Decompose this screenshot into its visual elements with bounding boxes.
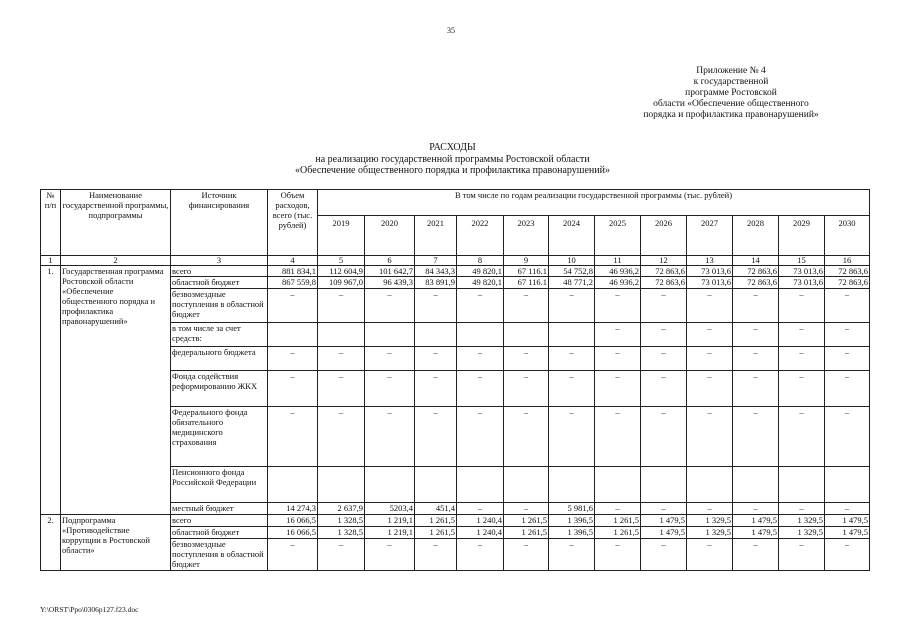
- year-amount: –: [687, 289, 733, 323]
- column-number: 4: [268, 256, 318, 266]
- year-amount: 73 013,6: [687, 266, 733, 277]
- year-amount: [318, 467, 365, 503]
- total-amount: –: [268, 407, 318, 467]
- appendix-line: программе Ростовской: [685, 88, 777, 98]
- funding-source: Пенсионного фонда Российской Федерации: [171, 467, 268, 503]
- year-amount: –: [641, 539, 687, 571]
- year-amount: 1 261,5: [504, 515, 549, 527]
- header-year: 2027: [687, 216, 733, 256]
- total-amount: 16 066,5: [268, 527, 318, 539]
- year-amount: –: [825, 539, 870, 571]
- year-amount: [365, 323, 415, 347]
- funding-source: Федерального фонда обязательного медицинского страхования: [171, 407, 268, 467]
- header-source: Источник финансирования: [171, 190, 268, 256]
- year-amount: –: [641, 323, 687, 347]
- year-amount: –: [457, 503, 504, 515]
- column-number: 7: [415, 256, 457, 266]
- year-amount: –: [779, 539, 825, 571]
- year-amount: –: [733, 371, 779, 407]
- year-amount: 1 328,5: [318, 527, 365, 539]
- appendix-line: к государственной: [693, 77, 769, 87]
- year-amount: 1 396,5: [549, 515, 595, 527]
- year-amount: [641, 467, 687, 503]
- year-amount: 46 936,2: [595, 266, 641, 277]
- year-amount: –: [457, 347, 504, 371]
- year-amount: –: [733, 347, 779, 371]
- year-amount: 1 261,5: [595, 515, 641, 527]
- year-amount: –: [504, 407, 549, 467]
- year-amount: 1 328,5: [318, 515, 365, 527]
- year-amount: 1 329,5: [779, 515, 825, 527]
- year-amount: –: [318, 539, 365, 571]
- funding-source: областной бюджет: [171, 277, 268, 289]
- header-year: 2025: [595, 216, 641, 256]
- year-amount: 109 967,0: [318, 277, 365, 289]
- header-year: 2023: [504, 216, 549, 256]
- year-amount: 1 329,5: [779, 527, 825, 539]
- year-amount: –: [779, 503, 825, 515]
- year-amount: [825, 467, 870, 503]
- column-number: 3: [171, 256, 268, 266]
- header-total: Объем расходов, всего (тыс. рублей): [268, 190, 318, 256]
- year-amount: [549, 467, 595, 503]
- funding-source: в том числе за счет средств:: [171, 323, 268, 347]
- year-amount: 1 479,5: [641, 515, 687, 527]
- funding-source: федерального бюджета: [171, 347, 268, 371]
- year-amount: –: [825, 407, 870, 467]
- year-amount: –: [504, 289, 549, 323]
- header-year: 2028: [733, 216, 779, 256]
- funding-source: местный бюджет: [171, 503, 268, 515]
- page-number: 35: [447, 26, 455, 35]
- header-year: 2026: [641, 216, 687, 256]
- column-number: 10: [549, 256, 595, 266]
- year-amount: –: [549, 539, 595, 571]
- title-heading: РАСХОДЫ: [429, 142, 476, 153]
- year-amount: –: [415, 289, 457, 323]
- year-amount: –: [365, 347, 415, 371]
- year-amount: –: [549, 371, 595, 407]
- year-amount: 48 771,2: [549, 277, 595, 289]
- header-name: Наименование государственной программы, подпрограммы: [61, 190, 171, 256]
- header-num: № п/п: [41, 190, 61, 256]
- year-amount: 1 479,5: [641, 527, 687, 539]
- year-amount: [365, 467, 415, 503]
- year-amount: –: [415, 539, 457, 571]
- year-amount: 83 891,9: [415, 277, 457, 289]
- header-year: 2029: [779, 216, 825, 256]
- row-number: 1.: [41, 266, 61, 515]
- year-amount: –: [365, 539, 415, 571]
- year-amount: 73 013,6: [687, 277, 733, 289]
- year-amount: [504, 323, 549, 347]
- total-amount: –: [268, 539, 318, 571]
- year-amount: –: [318, 407, 365, 467]
- year-amount: –: [595, 347, 641, 371]
- year-amount: –: [595, 503, 641, 515]
- year-amount: –: [504, 371, 549, 407]
- table-row: [41, 266, 870, 277]
- year-amount: –: [733, 539, 779, 571]
- funding-source: Фонда содействия реформированию ЖКХ: [171, 371, 268, 407]
- column-number: 5: [318, 256, 365, 266]
- header-year: 2030: [825, 216, 870, 256]
- year-amount: 1 479,5: [825, 527, 870, 539]
- year-amount: –: [365, 289, 415, 323]
- year-amount: 101 642,7: [365, 266, 415, 277]
- year-amount: –: [457, 407, 504, 467]
- total-amount: –: [268, 371, 318, 407]
- year-amount: –: [365, 371, 415, 407]
- year-amount: [504, 467, 549, 503]
- funding-source: всего: [171, 515, 268, 527]
- year-amount: 1 261,5: [595, 527, 641, 539]
- year-amount: –: [415, 407, 457, 467]
- year-amount: –: [595, 289, 641, 323]
- year-amount: –: [595, 539, 641, 571]
- total-amount: [268, 467, 318, 503]
- year-amount: –: [318, 347, 365, 371]
- expenses-table: [40, 189, 870, 571]
- year-amount: 1 261,5: [504, 527, 549, 539]
- year-amount: –: [779, 407, 825, 467]
- year-amount: –: [687, 503, 733, 515]
- total-amount: 867 559,8: [268, 277, 318, 289]
- table-row: [41, 515, 870, 527]
- year-amount: –: [687, 347, 733, 371]
- column-number: 9: [504, 256, 549, 266]
- total-amount: 881 834,1: [268, 266, 318, 277]
- year-amount: –: [687, 539, 733, 571]
- year-amount: –: [549, 289, 595, 323]
- year-amount: –: [457, 539, 504, 571]
- year-amount: –: [457, 371, 504, 407]
- header-years-group: В том числе по годам реализации государственной программы (тыс. рублей): [318, 190, 870, 216]
- year-amount: –: [825, 371, 870, 407]
- year-amount: [549, 323, 595, 347]
- funding-source: безвозмездные поступления в областной бюджет: [171, 539, 268, 571]
- year-amount: 84 343,3: [415, 266, 457, 277]
- year-amount: –: [825, 289, 870, 323]
- year-amount: –: [457, 289, 504, 323]
- year-amount: –: [779, 323, 825, 347]
- funding-source: безвозмездные поступления в областной бюджет: [171, 289, 268, 323]
- year-amount: 1 479,5: [825, 515, 870, 527]
- column-number: 6: [365, 256, 415, 266]
- row-number: 2.: [41, 515, 61, 571]
- year-amount: –: [733, 407, 779, 467]
- year-amount: 1 261,5: [415, 527, 457, 539]
- year-amount: 72 863,6: [825, 266, 870, 277]
- total-amount: 16 066,5: [268, 515, 318, 527]
- year-amount: [687, 467, 733, 503]
- file-path-footer: Y:\ORST\Ppo\0306p127.f23.doc: [40, 605, 139, 614]
- year-amount: [457, 467, 504, 503]
- year-amount: 67 116.1: [504, 266, 549, 277]
- year-amount: 5 981,6: [549, 503, 595, 515]
- title-subline: на реализацию государственной программы Ростовской области: [315, 153, 590, 165]
- year-amount: –: [733, 503, 779, 515]
- year-amount: –: [595, 323, 641, 347]
- year-amount: 112 604,9: [318, 266, 365, 277]
- column-number: 12: [641, 256, 687, 266]
- year-amount: –: [549, 347, 595, 371]
- year-amount: –: [825, 503, 870, 515]
- appendix-caption: [601, 66, 861, 121]
- year-amount: [779, 467, 825, 503]
- column-number: 13: [687, 256, 733, 266]
- year-amount: 1 479,5: [733, 515, 779, 527]
- year-amount: –: [549, 407, 595, 467]
- year-amount: 1 329,5: [687, 515, 733, 527]
- year-amount: –: [779, 289, 825, 323]
- year-amount: –: [779, 371, 825, 407]
- column-number: 16: [825, 256, 870, 266]
- total-amount: 14 274,3: [268, 503, 318, 515]
- year-amount: –: [779, 347, 825, 371]
- header-year: 2020: [365, 216, 415, 256]
- year-amount: –: [733, 323, 779, 347]
- total-amount: –: [268, 289, 318, 323]
- year-amount: –: [641, 347, 687, 371]
- year-amount: [733, 467, 779, 503]
- column-number: 11: [595, 256, 641, 266]
- year-amount: 1 479,5: [733, 527, 779, 539]
- total-amount: [268, 323, 318, 347]
- year-amount: 72 863,6: [641, 266, 687, 277]
- year-amount: –: [504, 503, 549, 515]
- title-subline: «Обеспечение общественного порядка и профилактика правонарушений»: [295, 165, 610, 176]
- year-amount: [415, 323, 457, 347]
- year-amount: 72 863,6: [825, 277, 870, 289]
- year-amount: –: [825, 347, 870, 371]
- year-amount: –: [415, 347, 457, 371]
- year-amount: 72 863,6: [641, 277, 687, 289]
- year-amount: 1 219,1: [365, 515, 415, 527]
- year-amount: –: [825, 323, 870, 347]
- column-number: 15: [779, 256, 825, 266]
- year-amount: –: [687, 323, 733, 347]
- year-amount: 2 637,9: [318, 503, 365, 515]
- year-amount: –: [687, 371, 733, 407]
- year-amount: –: [365, 407, 415, 467]
- appendix-line: области «Обеспечение общественного: [653, 99, 809, 109]
- year-amount: 5203,4: [365, 503, 415, 515]
- header-year: 2022: [457, 216, 504, 256]
- appendix-line: Приложение № 4: [696, 66, 766, 76]
- year-amount: [457, 323, 504, 347]
- year-amount: –: [641, 503, 687, 515]
- year-amount: –: [641, 289, 687, 323]
- year-amount: –: [318, 289, 365, 323]
- year-amount: –: [733, 289, 779, 323]
- year-amount: –: [318, 371, 365, 407]
- document-title: [0, 142, 905, 177]
- funding-source: всего: [171, 266, 268, 277]
- column-number: 1: [41, 256, 61, 266]
- year-amount: –: [415, 371, 457, 407]
- year-amount: 1 240,4: [457, 515, 504, 527]
- year-amount: 1 329,5: [687, 527, 733, 539]
- year-amount: [415, 467, 457, 503]
- column-number: 14: [733, 256, 779, 266]
- program-name: Подпрограмма «Противодействие коррупции в Ростовской области»: [61, 515, 171, 571]
- year-amount: [318, 323, 365, 347]
- year-amount: 49 820,1: [457, 277, 504, 289]
- year-amount: –: [504, 539, 549, 571]
- year-amount: 96 439,3: [365, 277, 415, 289]
- year-amount: 72 863,6: [733, 277, 779, 289]
- year-amount: 72 863,6: [733, 266, 779, 277]
- funding-source: областной бюджет: [171, 527, 268, 539]
- year-amount: 73 013,6: [779, 266, 825, 277]
- column-number: 8: [457, 256, 504, 266]
- year-amount: 54 752,8: [549, 266, 595, 277]
- header-year: 2019: [318, 216, 365, 256]
- appendix-line: порядка и профилактика правонарушений»: [643, 110, 819, 120]
- year-amount: –: [504, 347, 549, 371]
- column-number: 2: [61, 256, 171, 266]
- year-amount: 67 116.1: [504, 277, 549, 289]
- total-amount: –: [268, 347, 318, 371]
- year-amount: 1 240,4: [457, 527, 504, 539]
- year-amount: –: [641, 407, 687, 467]
- year-amount: –: [687, 407, 733, 467]
- year-amount: 1 396,5: [549, 527, 595, 539]
- year-amount: 451,4: [415, 503, 457, 515]
- year-amount: [595, 467, 641, 503]
- header-year: 2021: [415, 216, 457, 256]
- year-amount: –: [595, 371, 641, 407]
- year-amount: 73 013,6: [779, 277, 825, 289]
- year-amount: 1 261,5: [415, 515, 457, 527]
- year-amount: 46 936,2: [595, 277, 641, 289]
- year-amount: –: [641, 371, 687, 407]
- year-amount: –: [595, 407, 641, 467]
- year-amount: 49 820,1: [457, 266, 504, 277]
- program-name: Государственная программа Ростовской области «Обеспечение общественного порядка и профилактика правонарушений»: [61, 266, 171, 515]
- header-year: 2024: [549, 216, 595, 256]
- year-amount: 1 219,1: [365, 527, 415, 539]
